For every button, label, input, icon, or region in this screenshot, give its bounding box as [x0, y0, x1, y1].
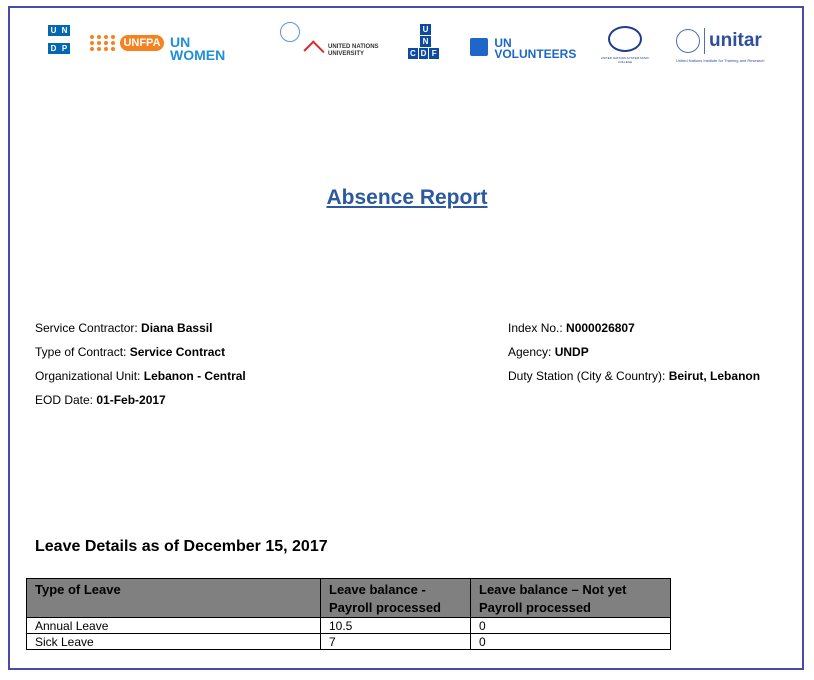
- unssc-logo: UNITED NATIONS SYSTEM STAFF COLLEGE: [600, 26, 650, 64]
- unprocessed-balance-cell: 0: [471, 618, 671, 634]
- contractor-info-left: [35, 316, 246, 412]
- leave-details-heading: Leave Details as of December 15, 2017: [35, 538, 328, 555]
- contractor-info-right: [508, 316, 760, 388]
- unfpa-text: UNFPA: [120, 35, 163, 51]
- column-header: Type of Leave: [27, 579, 321, 618]
- leave-type-cell: Annual Leave: [27, 618, 321, 634]
- unwomen-logo: UN WOMEN: [170, 34, 226, 63]
- uncdf-logo: U N C D F: [408, 24, 440, 60]
- agency-field: Agency: UNDP: [508, 345, 589, 359]
- column-header: Leave balance – Not yet Payroll processed: [471, 579, 671, 618]
- processed-balance-cell: 7: [321, 634, 471, 650]
- leave-table: [26, 578, 671, 650]
- duty-station-field: Duty Station (City & Country): Beirut, Lebanon: [508, 369, 761, 383]
- unprocessed-balance-cell: 0: [471, 634, 671, 650]
- eod-date-field: EOD Date: 01-Feb-2017: [35, 393, 166, 407]
- unssc-globe-icon: [608, 26, 642, 52]
- unu-mark-icon: [303, 40, 324, 61]
- un-globe-icon: [280, 22, 300, 42]
- unfpa-logo: [90, 34, 164, 52]
- partner-logos: [40, 18, 800, 80]
- unv-logo: UN VOLUNTEERS: [470, 38, 576, 60]
- column-header: Leave balance - Payroll processed: [321, 579, 471, 618]
- unv-emblem-icon: [470, 38, 488, 56]
- un-globe-icon: [676, 29, 700, 53]
- unu-logo: UNITED NATIONS UNIVERSITY: [280, 22, 300, 42]
- page-title: Absence Report: [326, 186, 488, 209]
- undp-logo: U N D P: [48, 20, 72, 56]
- table-row: [27, 618, 671, 634]
- service-contractor-field: Service Contractor: Diana Bassil: [35, 321, 213, 335]
- leave-type-cell: Sick Leave: [27, 634, 321, 650]
- unfpa-dots-icon: [90, 35, 116, 51]
- unitar-logo: unitar United Nations Institute for Training and Research: [676, 30, 765, 63]
- table-row: [27, 634, 671, 650]
- index-number-field: Index No.: N000026807: [508, 321, 635, 335]
- contract-type-field: Type of Contract: Service Contract: [35, 345, 226, 359]
- table-header-row: [27, 579, 671, 618]
- processed-balance-cell: 10.5: [321, 618, 471, 634]
- org-unit-field: Organizational Unit: Lebanon - Central: [35, 369, 246, 383]
